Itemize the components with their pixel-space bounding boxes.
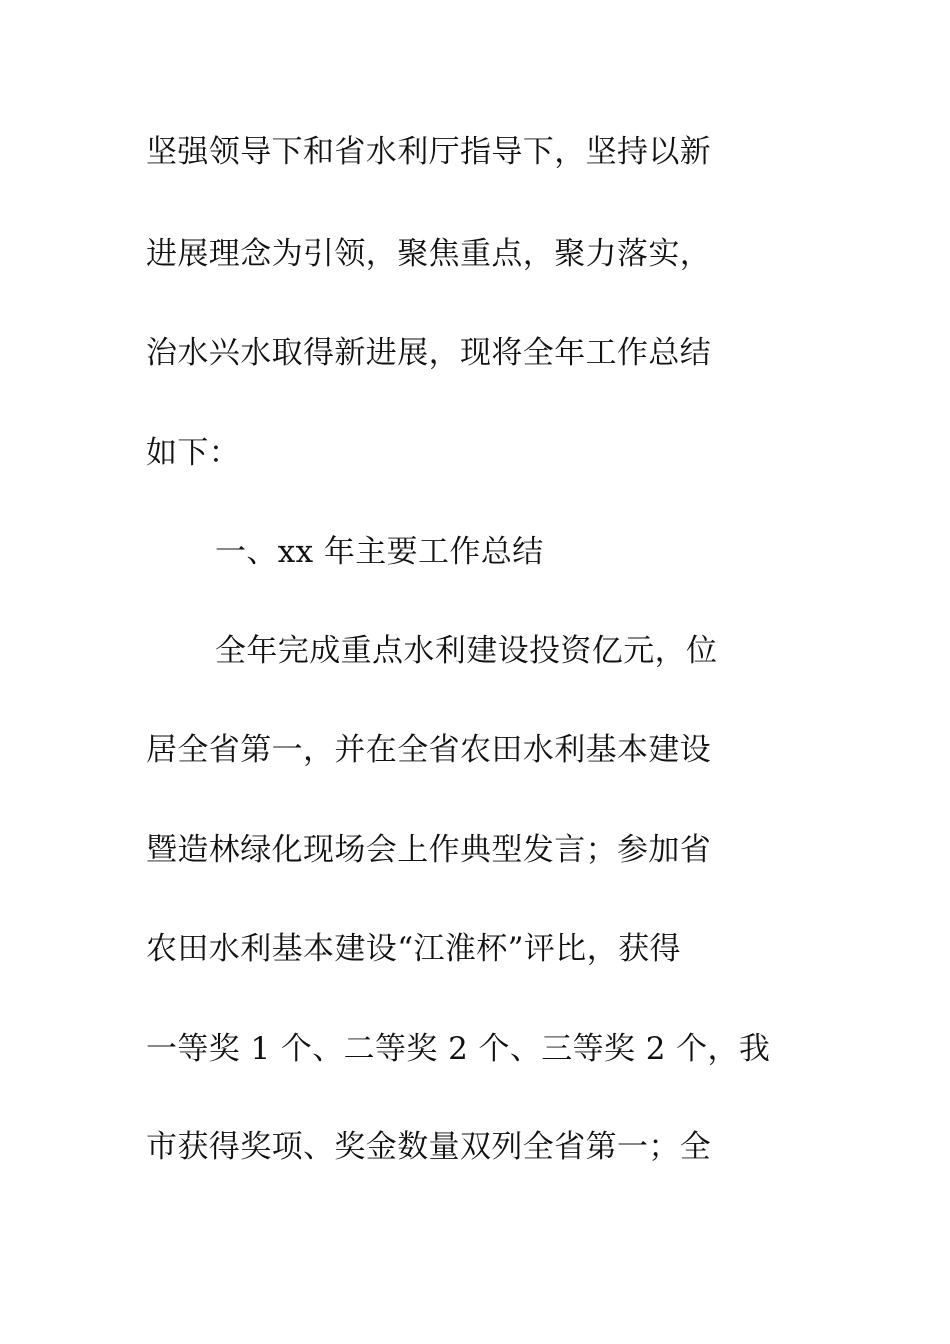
text-line: 市获得奖项、奖金数量双列全省第一；全 <box>146 1129 712 1165</box>
text-line: 坚强领导下和省水利厅指导下，坚持以新 <box>146 134 712 170</box>
text-line: 农田水利基本建设“江淮杯”评比，获得 <box>146 931 681 967</box>
text-line: 如下： <box>146 435 241 471</box>
text-line: 居全省第一，并在全省农田水利基本建设 <box>146 732 712 768</box>
text-line: 进展理念为引领，聚焦重点，聚力落实， <box>146 236 712 272</box>
text-line: 一等奖 1 个、二等奖 2 个、三等奖 2 个，我 <box>146 1031 771 1067</box>
text-line: 治水兴水取得新进展，现将全年工作总结 <box>146 335 712 371</box>
section-heading: 一、xx 年主要工作总结 <box>215 534 544 570</box>
text-line: 暨造林绿化现场会上作典型发言；参加省 <box>146 832 712 868</box>
text-line: 全年完成重点水利建设投资亿元，位 <box>215 633 718 669</box>
